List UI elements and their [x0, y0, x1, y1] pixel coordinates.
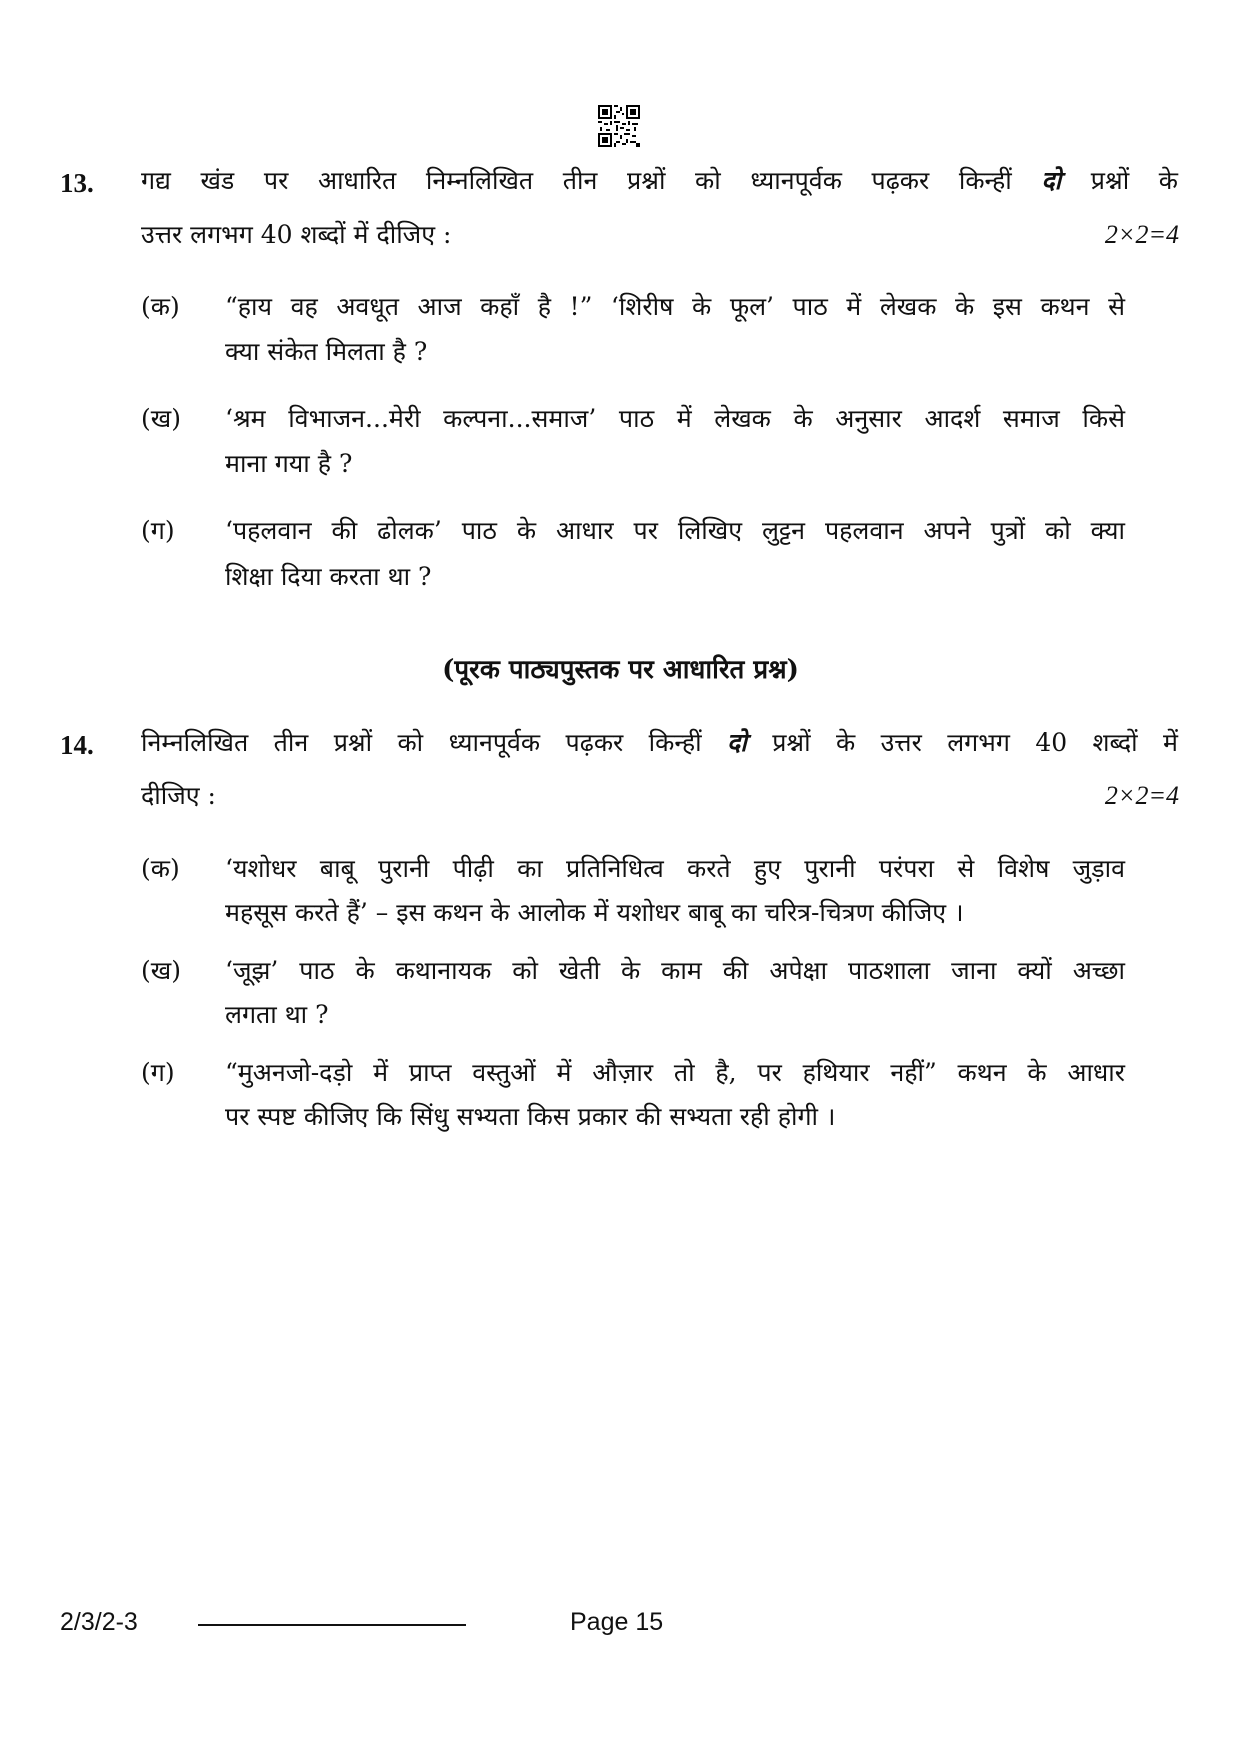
question-13-part-label: (ग) — [141, 516, 175, 545]
question-14-part-ka-line1: ‘यशोधर बाबू पुरानी पीढ़ी का प्रतिनिधित्व करते हुए पुरानी परंपरा से विशेष जुड़ाव — [225, 854, 1125, 883]
question-13-stem-line1 — [141, 164, 1178, 198]
question-13-part-label: (क) — [141, 292, 180, 321]
question-14-stem-line2: दीजिए : — [141, 781, 216, 810]
paper-code: 2/3/2-3 — [60, 1608, 138, 1636]
question-14-marks: 2×2=4 — [1104, 781, 1179, 810]
footer-rule — [198, 1624, 466, 1626]
question-14-part-label: (ख) — [141, 956, 181, 985]
question-13-stem-part-b: प्रश्नों के — [1090, 166, 1178, 195]
question-14-stem-line1 — [141, 726, 1178, 760]
question-14-part-kha-line2: लगता था ? — [225, 1000, 329, 1029]
question-13-part-kha-line1: ‘श्रम विभाजन...मेरी कल्पना...समाज’ पाठ में लेखक के अनुसार आदर्श समाज किसे — [225, 404, 1125, 433]
question-14-part-ga-line1: “मुअनजो-दड़ो में प्राप्त वस्तुओं में औज़ार तो है, पर हथियार नहीं” कथन के आधार — [225, 1058, 1125, 1087]
question-13-stem-part-a: गद्य खंड पर आधारित निम्नलिखित तीन प्रश्नों को ध्यानपूर्वक पढ़कर किन्हीं — [141, 166, 1012, 195]
question-14-part-label: (ग) — [141, 1058, 175, 1087]
question-14-part-label: (क) — [141, 854, 180, 883]
question-13-part-ka-line1: “हाय वह अवधूत आज कहाँ है !” ‘शिरीष के फूल’ पाठ में लेखक के इस कथन से — [225, 292, 1125, 321]
question-14-stem-part-b: प्रश्नों के उत्तर लगभग 40 शब्दों में — [772, 728, 1178, 757]
question-13-part-ka-line2: क्या संकेत मिलता है ? — [225, 337, 428, 366]
question-14-stem-part-a: निम्नलिखित तीन प्रश्नों को ध्यानपूर्वक पढ़कर किन्हीं — [141, 728, 702, 757]
question-14-emphasis: दो — [727, 728, 747, 757]
question-14-part-ga-line2: पर स्पष्ट कीजिए कि सिंधु सभ्यता किस प्रकार की सभ्यता रही होगी । — [225, 1102, 836, 1131]
question-13-part-kha-line2: माना गया है ? — [225, 449, 353, 478]
question-13-part-label: (ख) — [141, 404, 181, 433]
qr-code-icon — [598, 105, 640, 147]
question-13-marks: 2×2=4 — [1104, 220, 1179, 249]
section-subheading: (पूरक पाठ्यपुस्तक पर आधारित प्रश्न) — [442, 655, 799, 685]
question-13-stem-line2: उत्तर लगभग 40 शब्दों में दीजिए : — [141, 220, 452, 249]
question-14-part-kha-line1: ‘जूझ’ पाठ के कथानायक को खेती के काम की अपेक्षा पाठशाला जाना क्यों अच्छा — [225, 956, 1125, 985]
question-13-part-ga-line2: शिक्षा दिया करता था ? — [225, 562, 432, 591]
page-number: Page 15 — [570, 1608, 664, 1636]
question-13-number: 13. — [60, 168, 94, 198]
question-14-number: 14. — [60, 730, 94, 760]
question-13-emphasis: दो — [1041, 166, 1062, 195]
question-14-part-ka-line2: महसूस करते हैं’ – इस कथन के आलोक में यशोधर बाबू का चरित्र-चित्रण कीजिए । — [225, 898, 964, 927]
question-13-part-ga-line1: ‘पहलवान की ढोलक’ पाठ के आधार पर लिखिए लुट्टन पहलवान अपने पुत्रों को क्या — [225, 516, 1125, 545]
